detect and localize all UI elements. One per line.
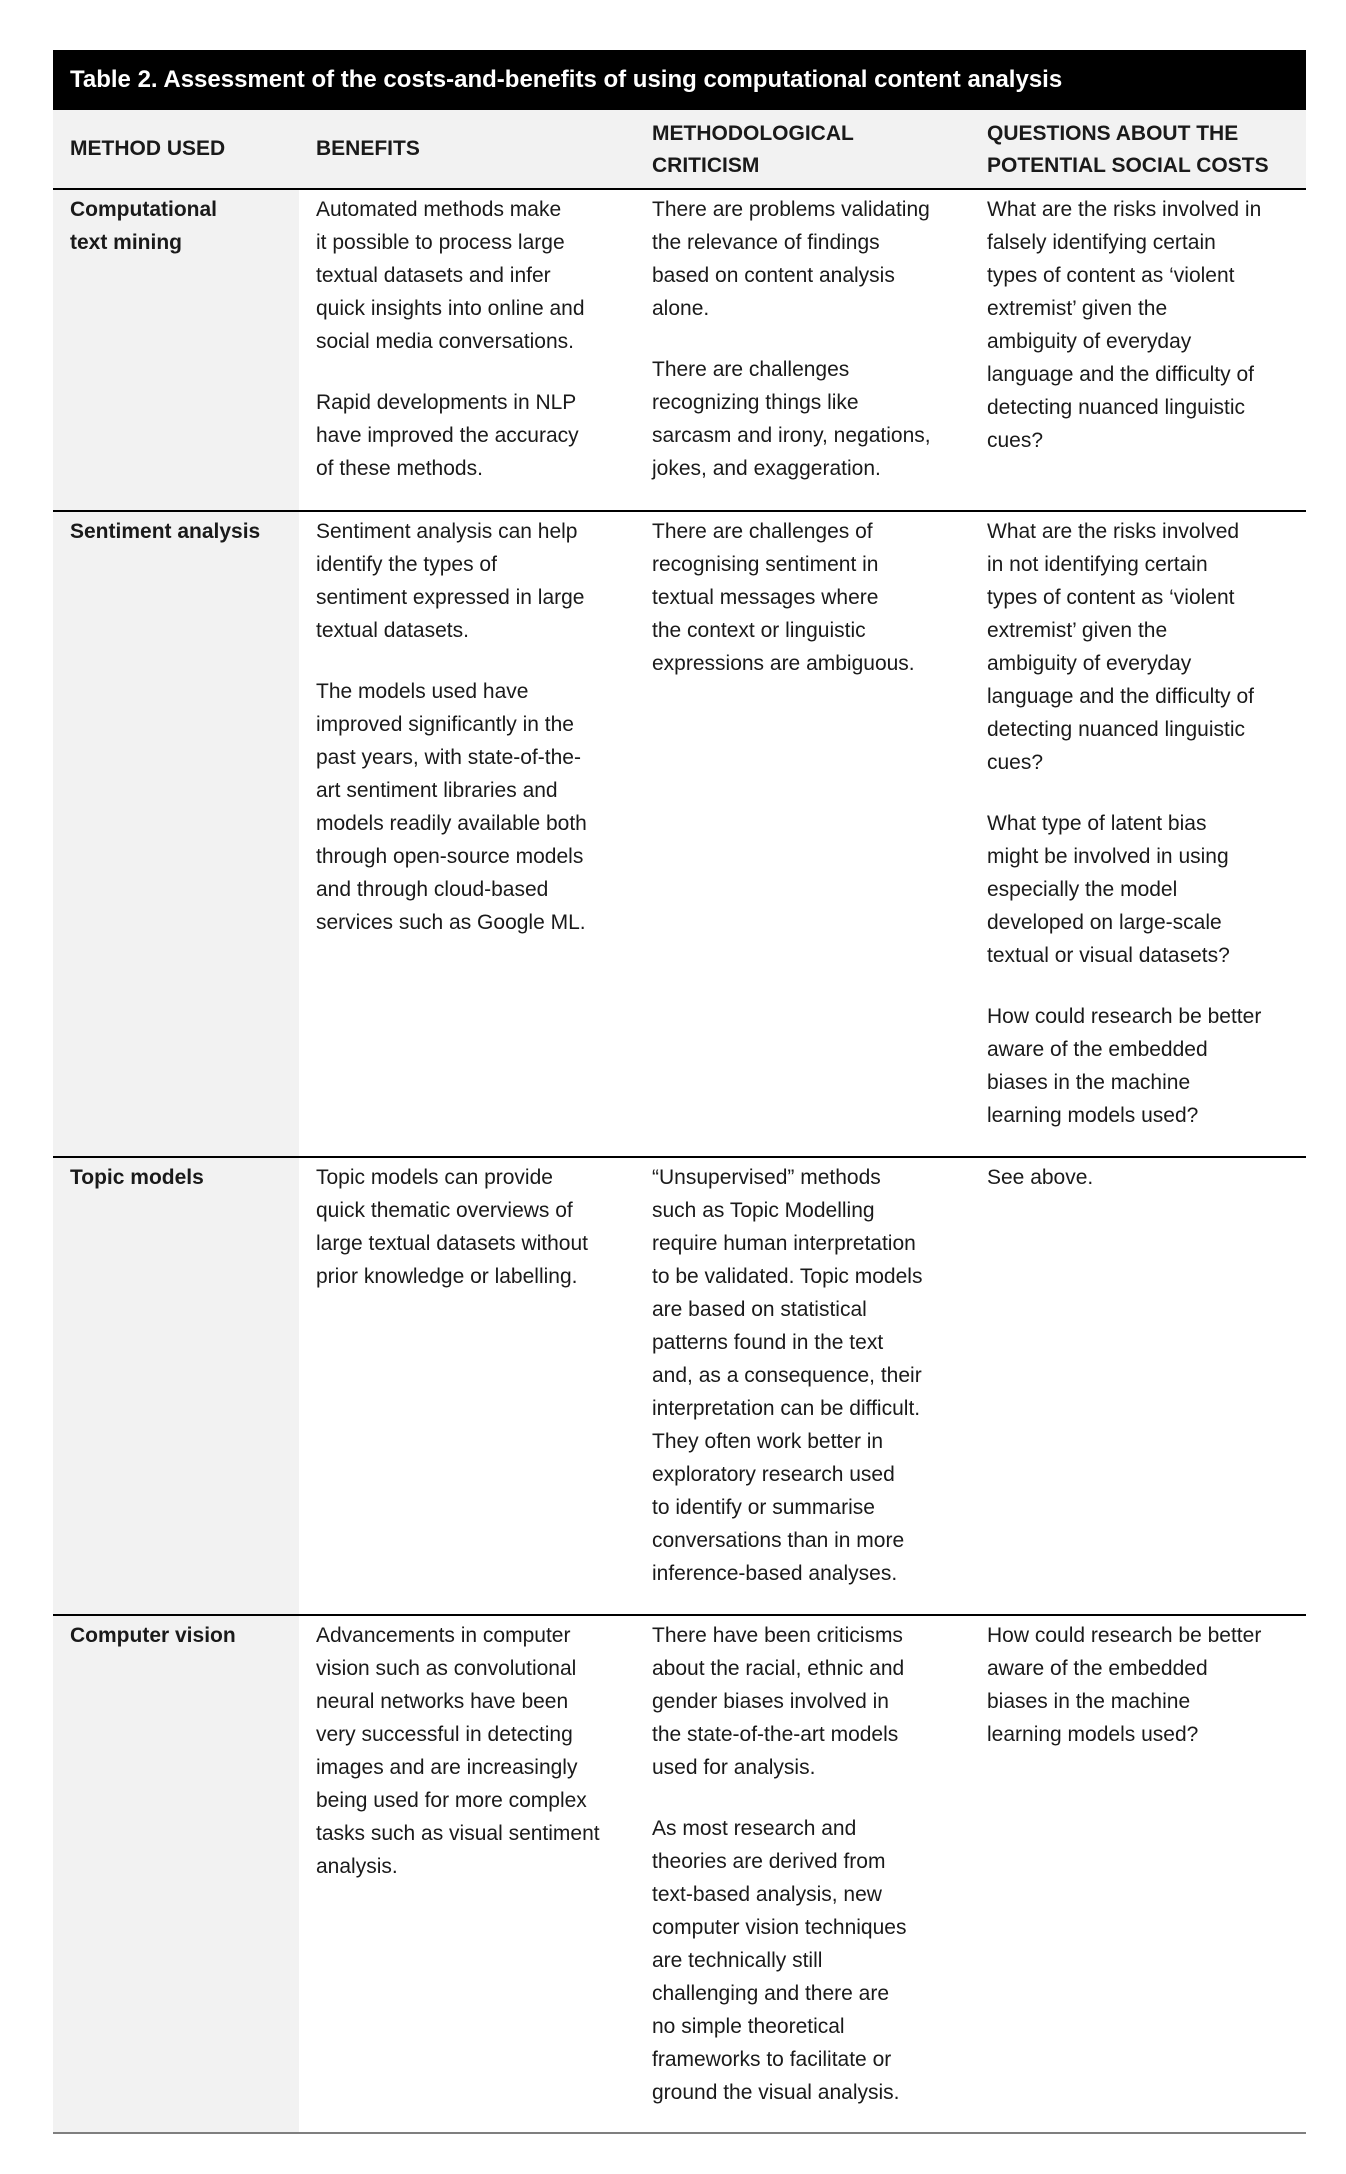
benefits-cell bbox=[299, 1158, 635, 1614]
benefits-text: Advancements in computer vision such as convolutional neural networks have been very successful in detecting images and are increasingly being used for more complex tasks such as visual sentiment analysis. bbox=[316, 1624, 600, 1878]
social-costs-cell bbox=[970, 1616, 1306, 2132]
benefits-text: Rapid developments in NLP have improved the accuracy of these methods. bbox=[316, 391, 579, 480]
benefits-cell bbox=[299, 512, 635, 1156]
table-title: Table 2. Assessment of the costs-and-benefits of using computational content analysis bbox=[53, 50, 1306, 110]
social-costs-text: What type of latent bias might be involved in using especially the model developed on large-scale textual or visual datasets? bbox=[987, 812, 1230, 967]
table-row bbox=[53, 1158, 1306, 1616]
social-costs-cell bbox=[970, 512, 1306, 1156]
criticism-cell bbox=[635, 512, 970, 1156]
criticism-cell bbox=[635, 1158, 970, 1614]
table-header-row bbox=[53, 110, 1306, 190]
social-costs-text: What are the risks involved in falsely identifying certain types of content as ‘violent extremist’ given the ambiguity of everyday language and the difficulty of detecting nuanced linguistic cues? bbox=[987, 198, 1262, 452]
table-row bbox=[53, 190, 1306, 512]
method-cell bbox=[53, 512, 299, 1156]
header-potential-social-costs: QUESTIONS ABOUT THE POTENTIAL SOCIAL COSTS bbox=[987, 122, 1269, 177]
criticism-cell bbox=[635, 1616, 970, 2132]
criticism-text: There are challenges recognizing things like sarcasm and irony, negations, jokes, and exaggeration. bbox=[652, 358, 931, 480]
method-label: Computational text mining bbox=[70, 198, 217, 254]
benefits-cell bbox=[299, 190, 635, 510]
benefits-text: Sentiment analysis can help identify the types of sentiment expressed in large textual datasets. bbox=[316, 520, 585, 642]
criticism-text: There have been criticisms about the racial, ethnic and gender biases involved in the state-of-the-art models used for analysis. bbox=[652, 1624, 905, 1779]
social-costs-text: How could research be better aware of the embedded biases in the machine learning models used? bbox=[987, 1005, 1262, 1127]
criticism-text: There are challenges of recognising sentiment in textual messages where the context or linguistic expressions are ambiguous. bbox=[652, 520, 915, 675]
criticism-text: There are problems validating the relevance of findings based on content analysis alone. bbox=[652, 198, 930, 320]
benefits-text: Topic models can provide quick thematic overviews of large textual datasets without prior knowledge or labelling. bbox=[316, 1166, 588, 1288]
method-label: Topic models bbox=[70, 1166, 204, 1189]
criticism-cell bbox=[635, 190, 970, 510]
header-benefits: BENEFITS bbox=[316, 137, 420, 160]
criticism-text: “Unsupervised” methods such as Topic Modelling require human interpretation to be validated. Topic models are based on statistical patterns found in the text and, as a consequence, their interpretation can be difficult. They often work better in exploratory research used to identify or summarise conversations than in more inference-based analyses. bbox=[652, 1166, 923, 1585]
method-label: Computer vision bbox=[70, 1624, 236, 1647]
method-cell bbox=[53, 1158, 299, 1614]
method-label: Sentiment analysis bbox=[70, 520, 261, 543]
social-costs-cell bbox=[970, 1158, 1306, 1614]
table-row bbox=[53, 512, 1306, 1158]
social-costs-text: How could research be better aware of the embedded biases in the machine learning models used? bbox=[987, 1624, 1262, 1746]
costs-benefits-table bbox=[53, 50, 1306, 2134]
method-cell bbox=[53, 1616, 299, 2132]
header-method-used: METHOD USED bbox=[70, 137, 226, 160]
social-costs-text: See above. bbox=[987, 1166, 1094, 1189]
social-costs-text: What are the risks involved in not identifying certain types of content as ‘violent extremist’ given the ambiguity of everyday language and the difficulty of detecting nuanced linguistic cues? bbox=[987, 520, 1254, 774]
benefits-text: Automated methods make it possible to process large textual datasets and infer quick insights into online and social media conversations. bbox=[316, 198, 585, 353]
social-costs-cell bbox=[970, 190, 1306, 510]
benefits-text: The models used have improved significantly in the past years, with state-of-the- art sentiment libraries and models readily available both through open-source models and through cloud-based services such as Google ML. bbox=[316, 680, 587, 934]
benefits-cell bbox=[299, 1616, 635, 2132]
table-row bbox=[53, 1616, 1306, 2134]
header-methodological-criticism: METHODOLOGICAL CRITICISM bbox=[652, 122, 854, 177]
criticism-text: As most research and theories are derived from text-based analysis, new computer vision techniques are technically still challenging and there are no simple theoretical frameworks to facilitate or ground the visual analysis. bbox=[652, 1817, 907, 2104]
method-cell bbox=[53, 190, 299, 510]
